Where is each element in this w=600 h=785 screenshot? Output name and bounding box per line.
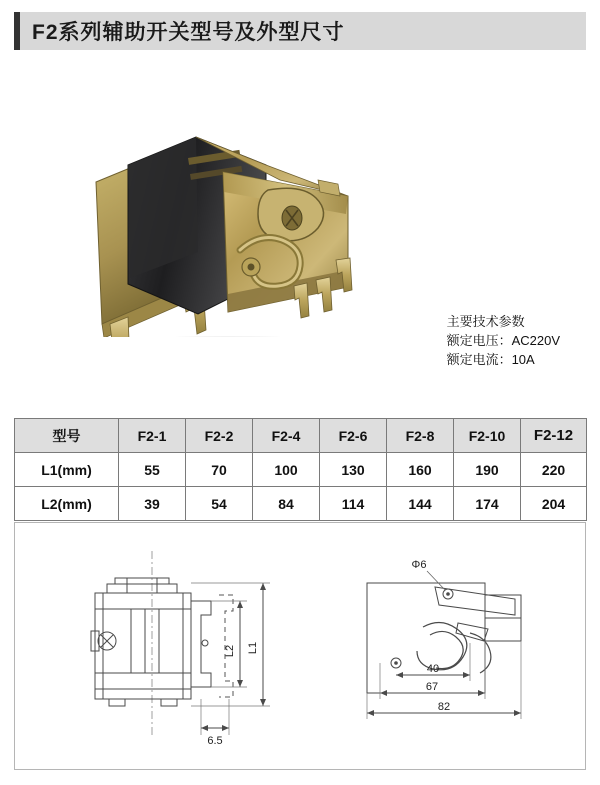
table-cell: 174 [454, 487, 521, 521]
table-row [15, 487, 587, 521]
technical-drawing-svg [15, 523, 585, 769]
row-label: L2(mm) [15, 487, 119, 521]
product-photo-image [18, 62, 438, 337]
table-header-row [15, 419, 587, 453]
table-cell: 84 [253, 487, 320, 521]
table-header-cell: F2-4 [253, 419, 320, 453]
table-cell: 54 [186, 487, 253, 521]
page-header-bar [14, 12, 586, 50]
spec-title: 主要技术参数 [446, 314, 525, 329]
table-cell: 220 [521, 453, 587, 487]
dim-label-phi6: Φ6 [411, 559, 427, 571]
table-cell: 100 [253, 453, 320, 487]
dim-label-67: 67 [425, 681, 439, 693]
dimension-table [14, 418, 587, 521]
table-header-cell: 型号 [15, 419, 119, 453]
dim-label-82: 82 [437, 701, 451, 713]
table-body [15, 453, 587, 521]
product-photo [18, 62, 438, 337]
technical-drawing-panel [14, 522, 586, 770]
spec-voltage-row [447, 331, 560, 350]
dim-label-65: 6.5 [207, 735, 223, 747]
table-header-cell: F2-1 [119, 419, 186, 453]
spec-current-value: 10A [511, 352, 535, 367]
spec-voltage-label: 额定电压： [446, 333, 512, 348]
page-title: F2系列辅助开关型号及外型尺寸 [32, 21, 345, 44]
table-cell: 160 [387, 453, 454, 487]
table-cell: 204 [521, 487, 587, 521]
table-header-row-group [15, 419, 587, 453]
table-cell: 144 [387, 487, 454, 521]
dim-label-l1: L1 [247, 641, 259, 655]
table-row [15, 453, 587, 487]
table-cell: 70 [186, 453, 253, 487]
dim-label-l2: L2 [224, 644, 236, 658]
table-cell: 55 [119, 453, 186, 487]
table-cell: 114 [320, 487, 387, 521]
table-header-cell: F2-2 [186, 419, 253, 453]
table-header-cell: F2-10 [454, 419, 521, 453]
table-cell: 39 [119, 487, 186, 521]
table-cell: 190 [454, 453, 521, 487]
row-label: L1(mm) [15, 453, 119, 487]
table-header-cell: F2-8 [387, 419, 454, 453]
table-header-cell: F2-6 [320, 419, 387, 453]
dim-label-40: 40 [426, 663, 440, 675]
table-header-cell: F2-12 [521, 419, 587, 453]
technical-spec-block [447, 312, 560, 369]
spec-current-label: 额定电流： [446, 352, 512, 367]
table-cell: 130 [320, 453, 387, 487]
spec-current-row [447, 350, 560, 369]
dimension-table-wrapper [14, 418, 586, 521]
spec-voltage-value: AC220V [511, 333, 560, 348]
